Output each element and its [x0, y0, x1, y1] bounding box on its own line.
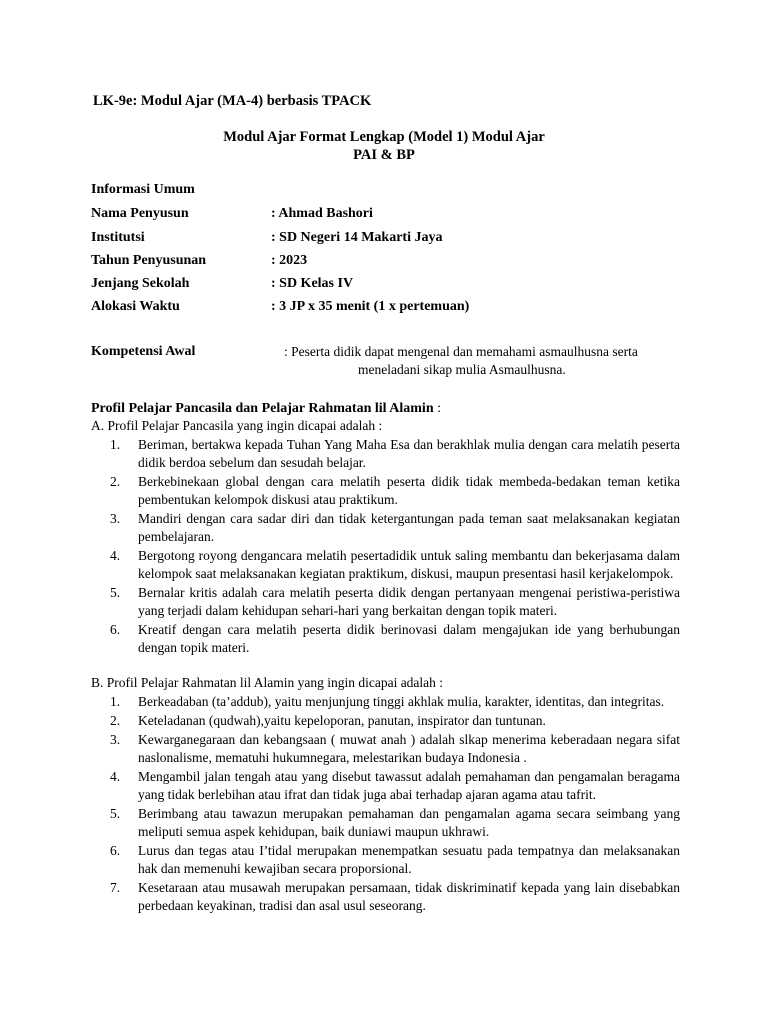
list-item-text: Mandiri dengan cara sadar diri dan tidak ketergantungan pada teman saat melaksanakan kegiatan pembelajaran.: [138, 511, 680, 544]
info-value-jenjang-sekolah: : SD Kelas IV: [271, 276, 354, 291]
info-value-institusi: : SD Negeri 14 Makarti Jaya: [271, 230, 443, 245]
list-item-text: Bernalar kritis adalah cara melatih peserta didik dengan pertanyaan mengenai peristiwa-peristiwa yang terjadi dalam kehidupan sehari-hari yang berkaitan dengan topik materi.: [138, 585, 680, 618]
list-item-text: Bergotong royong dengancara melatih pesertadidik untuk saling membantu dan bekerjasama dalam kelompok saat melaksanakan kegiatan praktikum, diskusi, maupun presentasi hasil kerjakelompok.: [138, 548, 680, 581]
list-item-text: Kesetaraan atau musawah merupakan persamaan, tidak diskriminatif kepada yang lain disebabkan perbedaan keyakinan, tradisi dan asal usul seseorang.: [138, 880, 680, 913]
profil-heading-text: Profil Pelajar Pancasila dan Pelajar Rahmatan lil Alamin: [91, 401, 434, 416]
list-item-text: Berkebinekaan global dengan cara melatih peserta didik tidak membeda-bedakan teman ketika pembentukan kelompok diskusi atau praktikum.: [138, 474, 680, 507]
kompetensi-awal-label: Kompetensi Awal: [91, 344, 196, 359]
list-item-number: 2.: [110, 474, 121, 489]
kompetensi-awal-value: [284, 343, 684, 379]
document-title-line-2: PAI & BP: [353, 147, 415, 163]
list-item-text: Kreatif dengan cara melatih peserta didik berinovasi dalam mengajukan ide yang berhubungan dengan topik materi.: [138, 622, 680, 655]
list-item: [110, 879, 680, 915]
info-value-alokasi-waktu: : 3 JP x 35 menit (1 x pertemuan): [271, 299, 470, 314]
list-item: [110, 842, 680, 878]
list-item-number: 1.: [110, 437, 121, 452]
informasi-umum-heading: Informasi Umum: [91, 182, 195, 197]
list-item-text: Berimbang atau tawazun merupakan pemahaman dan pengamalan agama secara seimbang yang meliputi semua aspek kehidupan, baik duniawi maupun ukhrawi.: [138, 806, 680, 839]
list-item: [110, 473, 680, 509]
list-item-text: Keteladanan (qudwah),yaitu kepeloporan, panutan, inspirator dan tuntunan.: [138, 713, 546, 728]
kompetensi-awal-line-2: meneladani sikap mulia Asmaulhusna.: [358, 362, 566, 377]
list-item-number: 3.: [110, 732, 121, 747]
list-item: [110, 510, 680, 546]
info-label-tahun-penyusunan: Tahun Penyusunan: [91, 253, 207, 268]
profil-heading-colon: :: [437, 401, 441, 416]
list-item: [110, 621, 680, 657]
info-value-tahun-penyusunan: : 2023: [271, 253, 308, 268]
list-item-number: 6.: [110, 843, 121, 858]
list-item-number: 5.: [110, 806, 121, 821]
info-value-nama-penyusun: : Ahmad Bashori: [271, 206, 373, 221]
list-item-number: 7.: [110, 880, 121, 895]
list-item: [110, 436, 680, 472]
info-label-jenjang-sekolah: Jenjang Sekolah: [91, 276, 190, 291]
list-item: [110, 547, 680, 583]
list-item-number: 2.: [110, 713, 121, 728]
list-item-number: 5.: [110, 585, 121, 600]
list-item-number: 4.: [110, 548, 121, 563]
info-label-nama-penyusun: Nama Penyusun: [91, 206, 189, 221]
list-item-text: Lurus dan tegas atau I’tidal merupakan menempatkan sesuatu pada tempatnya dan melaksanakan hak dan memenuhi kewajiban secara proporsional.: [138, 843, 680, 876]
list-item-number: 6.: [110, 622, 121, 637]
list-item-text: Beriman, bertakwa kepada Tuhan Yang Maha Esa dan berakhlak mulia dengan cara melatih peserta didik berdoa sebelum dan sesudah belajar.: [138, 437, 680, 470]
document-title-line-1: Modul Ajar Format Lengkap (Model 1) Modul Ajar: [223, 129, 545, 145]
list-item: [110, 731, 680, 767]
list-item: [110, 712, 680, 730]
list-item: [110, 693, 680, 711]
profil-heading: [91, 401, 441, 417]
info-label-alokasi-waktu: Alokasi Waktu: [91, 299, 180, 314]
list-item-text: Mengambil jalan tengah atau yang disebut tawassut adalah pemahaman dan pengamalan beragama yang tidak berlebihan atau ifrat dan tidak juga abai terhadap ajaran agama atau tafrit.: [138, 769, 680, 802]
kompetensi-awal-line-1: : Peserta didik dapat mengenal dan memahami asmaulhusna serta: [284, 344, 638, 359]
list-item-number: 1.: [110, 694, 121, 709]
info-label-institusi: Institutsi: [91, 230, 145, 245]
list-item: [110, 805, 680, 841]
section-a-title: A. Profil Pelajar Pancasila yang ingin dicapai adalah :: [91, 418, 383, 433]
section-b-list: [110, 693, 680, 916]
section-a-list: [110, 436, 680, 658]
list-item: [110, 768, 680, 804]
list-item: [110, 584, 680, 620]
list-item-number: 4.: [110, 769, 121, 784]
section-b-title: B. Profil Pelajar Rahmatan lil Alamin yang ingin dicapai adalah :: [91, 675, 444, 690]
list-item-text: Kewarganegaraan dan kebangsaan ( muwat anah ) adalah slkap menerima keberadaan negara sifat naslonalisme, mematuhi hukumnegara, melestarikan budaya Indonesia .: [138, 732, 680, 765]
list-item-text: Berkeadaban (ta’addub), yaitu menjunjung tinggi akhlak mulia, karakter, identitas, dan integritas.: [138, 694, 665, 709]
list-item-number: 3.: [110, 511, 121, 526]
document-code: LK-9e: Modul Ajar (MA-4) berbasis TPACK: [93, 93, 372, 109]
